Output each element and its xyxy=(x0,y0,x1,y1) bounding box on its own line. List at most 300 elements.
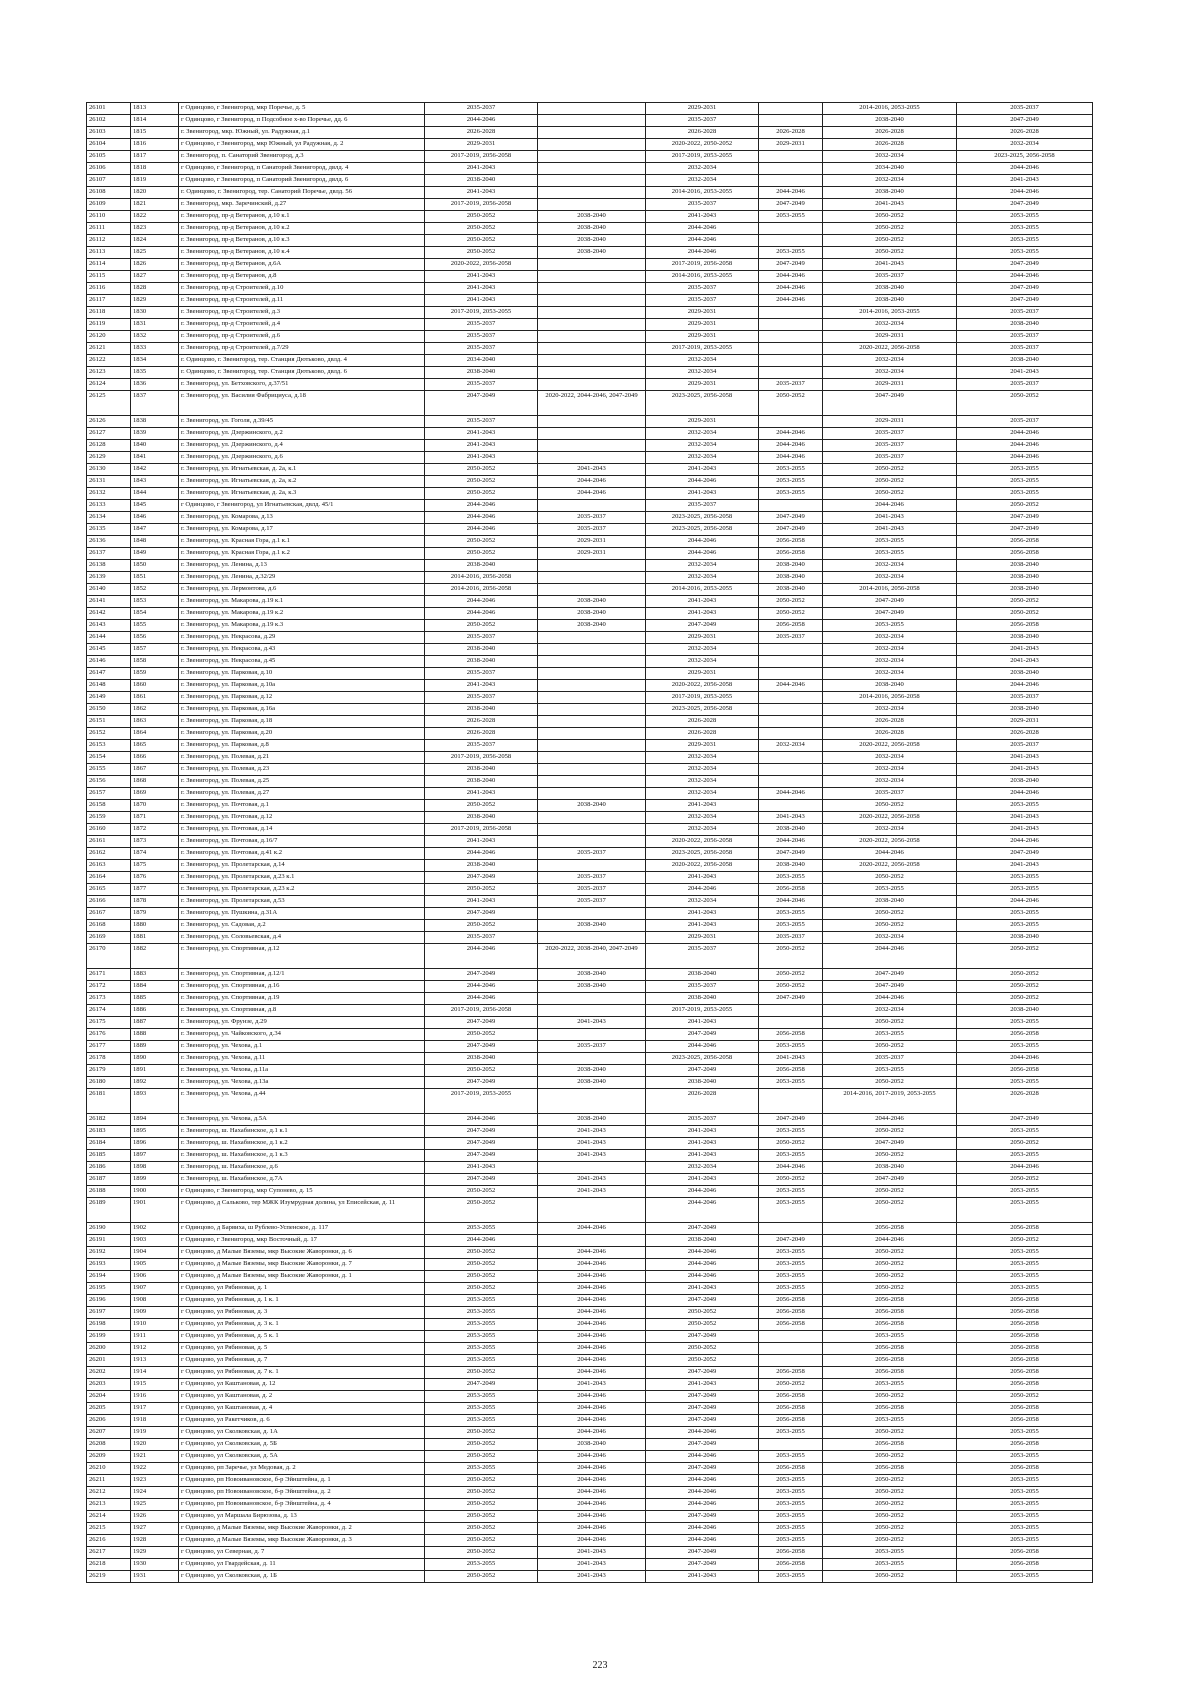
row-number-cell: 26178 xyxy=(87,1053,131,1065)
house-id-cell: 1883 xyxy=(131,969,179,981)
period-4-cell xyxy=(759,115,823,127)
address-cell: г. Звенигород, ул. Пролетарская, д.53 xyxy=(179,896,425,908)
row-number-cell: 26207 xyxy=(87,1427,131,1439)
period-5-cell: 2056-2058 xyxy=(823,1403,957,1415)
table-row xyxy=(87,1126,1093,1138)
house-id-cell: 1830 xyxy=(131,307,179,319)
address-cell: г. Звенигород, ш. Нахабинское, д.1 к.2 xyxy=(179,1138,425,1150)
house-id-cell: 1814 xyxy=(131,115,179,127)
register-sheet xyxy=(86,102,1092,1583)
period-1-cell: 2035-2037 xyxy=(425,740,538,752)
address-cell: г. Звенигород, ул. Полевая, д.27 xyxy=(179,788,425,800)
address-cell: г. Звенигород, ул. Парковая, д.10а xyxy=(179,680,425,692)
period-4-cell: 2056-2058 xyxy=(759,1029,823,1041)
period-5-cell: 2050-2052 xyxy=(823,1041,957,1053)
house-id-cell: 1877 xyxy=(131,884,179,896)
row-number-cell: 26161 xyxy=(87,836,131,848)
period-2-cell xyxy=(538,416,646,428)
period-5-cell: 2038-2040 xyxy=(823,187,957,199)
table-row xyxy=(87,476,1093,488)
period-2-cell xyxy=(538,283,646,295)
address-cell: г Одинцово, д Малые Вяземы, мкр Высокие Жаворонки, д. 1 xyxy=(179,1271,425,1283)
period-3-cell: 2047-2049 xyxy=(646,1463,759,1475)
period-3-cell: 2026-2028 xyxy=(646,1089,759,1114)
period-5-cell: 2029-2031 xyxy=(823,379,957,391)
period-4-cell xyxy=(759,1089,823,1114)
period-5-cell: 2050-2052 xyxy=(823,1186,957,1198)
address-cell: г Одинцово, г Звенигород, п Санаторий Звенигород, двлд. 6 xyxy=(179,175,425,187)
period-3-cell: 2044-2046 xyxy=(646,536,759,548)
house-id-cell: 1903 xyxy=(131,1235,179,1247)
period-6-cell: 2023-2025, 2056-2058 xyxy=(957,151,1093,163)
period-3-cell: 2044-2046 xyxy=(646,1487,759,1499)
period-5-cell: 2056-2058 xyxy=(823,1343,957,1355)
row-number-cell: 26179 xyxy=(87,1065,131,1077)
period-5-cell: 2047-2049 xyxy=(823,391,957,416)
row-number-cell: 26106 xyxy=(87,163,131,175)
period-3-cell: 2041-2043 xyxy=(646,1571,759,1583)
period-1-cell: 2047-2049 xyxy=(425,1017,538,1029)
period-1-cell: 2041-2043 xyxy=(425,1162,538,1174)
house-id-cell: 1907 xyxy=(131,1283,179,1295)
house-id-cell: 1853 xyxy=(131,596,179,608)
register-table xyxy=(86,102,1093,1583)
table-row xyxy=(87,969,1093,981)
period-1-cell: 2034-2040 xyxy=(425,355,538,367)
period-6-cell: 2050-2052 xyxy=(957,1391,1093,1403)
period-4-cell: 2044-2046 xyxy=(759,428,823,440)
address-cell: г. Звенигород, ул. Красная Гора, д.1 к.1 xyxy=(179,536,425,548)
period-4-cell: 2053-2055 xyxy=(759,1451,823,1463)
period-4-cell: 2044-2046 xyxy=(759,680,823,692)
period-3-cell: 2029-2031 xyxy=(646,307,759,319)
address-cell: г. Звенигород, ул. Макарова, д.19 к.3 xyxy=(179,620,425,632)
period-6-cell: 2053-2055 xyxy=(957,1535,1093,1547)
table-row xyxy=(87,1367,1093,1379)
period-3-cell: 2047-2049 xyxy=(646,1223,759,1235)
row-number-cell: 26144 xyxy=(87,632,131,644)
period-5-cell: 2032-2034 xyxy=(823,319,957,331)
period-3-cell: 2038-2040 xyxy=(646,1077,759,1089)
period-5-cell: 2032-2034 xyxy=(823,764,957,776)
house-id-cell: 1866 xyxy=(131,752,179,764)
period-4-cell: 2053-2055 xyxy=(759,920,823,932)
period-1-cell: 2050-2052 xyxy=(425,223,538,235)
house-id-cell: 1840 xyxy=(131,440,179,452)
row-number-cell: 26149 xyxy=(87,692,131,704)
row-number-cell: 26121 xyxy=(87,343,131,355)
table-row xyxy=(87,1017,1093,1029)
period-5-cell: 2020-2022, 2056-2058 xyxy=(823,343,957,355)
period-3-cell: 2023-2025, 2056-2058 xyxy=(646,1053,759,1065)
period-4-cell: 2053-2055 xyxy=(759,1198,823,1223)
period-4-cell: 2044-2046 xyxy=(759,271,823,283)
table-row xyxy=(87,596,1093,608)
period-1-cell: 2050-2052 xyxy=(425,488,538,500)
period-3-cell: 2032-2034 xyxy=(646,896,759,908)
period-3-cell: 2023-2025, 2056-2058 xyxy=(646,524,759,536)
row-number-cell: 26104 xyxy=(87,139,131,151)
period-6-cell: 2038-2040 xyxy=(957,572,1093,584)
period-2-cell: 2044-2046 xyxy=(538,1535,646,1547)
period-2-cell xyxy=(538,632,646,644)
table-row xyxy=(87,1283,1093,1295)
table-row xyxy=(87,1223,1093,1235)
period-5-cell: 2035-2037 xyxy=(823,1053,957,1065)
period-6-cell: 2056-2058 xyxy=(957,1295,1093,1307)
period-2-cell: 2038-2040 xyxy=(538,1065,646,1077)
period-6-cell: 2047-2049 xyxy=(957,524,1093,536)
table-row xyxy=(87,656,1093,668)
table-row xyxy=(87,1343,1093,1355)
address-cell: г Одинцово, д Барвиха, ш Рублево-Успенское, д. 117 xyxy=(179,1223,425,1235)
period-6-cell: 2056-2058 xyxy=(957,1319,1093,1331)
period-3-cell: 2050-2052 xyxy=(646,1307,759,1319)
period-1-cell: 2047-2049 xyxy=(425,391,538,416)
period-4-cell: 2044-2046 xyxy=(759,295,823,307)
row-number-cell: 26206 xyxy=(87,1415,131,1427)
house-id-cell: 1916 xyxy=(131,1391,179,1403)
period-3-cell: 2047-2049 xyxy=(646,1559,759,1571)
house-id-cell: 1928 xyxy=(131,1535,179,1547)
address-cell: г Одинцово, д Малые Вяземы, мкр Высокие Жаворонки, д. 6 xyxy=(179,1247,425,1259)
period-6-cell: 2026-2028 xyxy=(957,728,1093,740)
period-5-cell: 2035-2037 xyxy=(823,788,957,800)
period-1-cell: 2044-2046 xyxy=(425,1114,538,1126)
period-2-cell xyxy=(538,1162,646,1174)
house-id-cell: 1882 xyxy=(131,944,179,969)
address-cell: г. Звенигород, ш. Нахабинское, д.1 к.3 xyxy=(179,1150,425,1162)
row-number-cell: 26155 xyxy=(87,764,131,776)
period-5-cell: 2047-2049 xyxy=(823,981,957,993)
period-3-cell: 2050-2052 xyxy=(646,1319,759,1331)
house-id-cell: 1818 xyxy=(131,163,179,175)
period-2-cell: 2044-2046 xyxy=(538,1223,646,1235)
period-3-cell: 2032-2034 xyxy=(646,812,759,824)
table-row xyxy=(87,1451,1093,1463)
period-6-cell: 2050-2052 xyxy=(957,608,1093,620)
address-cell: г Одинцово, ул Рябиновая, д. 5 к. 1 xyxy=(179,1331,425,1343)
row-number-cell: 26217 xyxy=(87,1547,131,1559)
house-id-cell: 1870 xyxy=(131,800,179,812)
period-2-cell xyxy=(538,812,646,824)
period-6-cell: 2056-2058 xyxy=(957,1367,1093,1379)
address-cell: г. Звенигород, пр-д Ветеранов, д.10 к.3 xyxy=(179,235,425,247)
period-5-cell: 2034-2040 xyxy=(823,163,957,175)
period-6-cell: 2035-2037 xyxy=(957,331,1093,343)
table-row xyxy=(87,1487,1093,1499)
period-4-cell: 2056-2058 xyxy=(759,1307,823,1319)
period-3-cell: 2044-2046 xyxy=(646,1186,759,1198)
period-3-cell: 2032-2034 xyxy=(646,452,759,464)
house-id-cell: 1864 xyxy=(131,728,179,740)
period-1-cell: 2053-2055 xyxy=(425,1331,538,1343)
period-3-cell: 2044-2046 xyxy=(646,1247,759,1259)
period-1-cell: 2041-2043 xyxy=(425,896,538,908)
house-id-cell: 1927 xyxy=(131,1523,179,1535)
address-cell: г. Звенигород, ул. Чехова, д.11а xyxy=(179,1065,425,1077)
period-2-cell xyxy=(538,187,646,199)
address-cell: г Одинцово, ул Рябиновая, д. 3 xyxy=(179,1307,425,1319)
table-row xyxy=(87,632,1093,644)
period-2-cell: 2029-2031 xyxy=(538,548,646,560)
house-id-cell: 1865 xyxy=(131,740,179,752)
period-1-cell: 2050-2052 xyxy=(425,620,538,632)
row-number-cell: 26102 xyxy=(87,115,131,127)
table-row xyxy=(87,367,1093,379)
period-4-cell xyxy=(759,367,823,379)
period-3-cell: 2020-2022, 2050-2052 xyxy=(646,139,759,151)
house-id-cell: 1910 xyxy=(131,1319,179,1331)
address-cell: г Одинцово, ул Каштановая, д. 2 xyxy=(179,1391,425,1403)
period-2-cell: 2041-2043 xyxy=(538,1138,646,1150)
period-4-cell: 2038-2040 xyxy=(759,584,823,596)
period-2-cell: 2038-2040 xyxy=(538,981,646,993)
address-cell: г. Звенигород, ул. Чехова, д.13а xyxy=(179,1077,425,1089)
period-1-cell: 2044-2046 xyxy=(425,524,538,536)
period-5-cell: 2032-2034 xyxy=(823,704,957,716)
period-6-cell: 2053-2055 xyxy=(957,1571,1093,1583)
period-1-cell: 2053-2055 xyxy=(425,1319,538,1331)
period-3-cell: 2032-2034 xyxy=(646,440,759,452)
period-3-cell: 2041-2043 xyxy=(646,1379,759,1391)
period-2-cell: 2029-2031 xyxy=(538,536,646,548)
row-number-cell: 26169 xyxy=(87,932,131,944)
period-3-cell: 2041-2043 xyxy=(646,872,759,884)
house-id-cell: 1823 xyxy=(131,223,179,235)
period-6-cell: 2053-2055 xyxy=(957,1247,1093,1259)
period-6-cell: 2053-2055 xyxy=(957,1271,1093,1283)
house-id-cell: 1829 xyxy=(131,295,179,307)
period-5-cell: 2047-2049 xyxy=(823,608,957,620)
period-5-cell: 2014-2016, 2056-2058 xyxy=(823,584,957,596)
period-5-cell: 2032-2034 xyxy=(823,632,957,644)
period-1-cell: 2047-2049 xyxy=(425,908,538,920)
period-5-cell: 2032-2034 xyxy=(823,776,957,788)
period-2-cell xyxy=(538,1198,646,1223)
house-id-cell: 1915 xyxy=(131,1379,179,1391)
period-6-cell: 2038-2040 xyxy=(957,319,1093,331)
period-6-cell: 2053-2055 xyxy=(957,920,1093,932)
house-id-cell: 1919 xyxy=(131,1427,179,1439)
period-2-cell: 2044-2046 xyxy=(538,476,646,488)
period-3-cell: 2035-2037 xyxy=(646,500,759,512)
period-3-cell: 2026-2028 xyxy=(646,127,759,139)
period-1-cell: 2053-2055 xyxy=(425,1295,538,1307)
period-6-cell: 2044-2046 xyxy=(957,428,1093,440)
address-cell: г Одинцово, ул Сколковская, д. 1Б xyxy=(179,1571,425,1583)
period-3-cell: 2041-2043 xyxy=(646,596,759,608)
address-cell: г Одинцово, ул Сколковская, д. 5А xyxy=(179,1451,425,1463)
period-5-cell: 2050-2052 xyxy=(823,872,957,884)
period-2-cell: 2038-2040 xyxy=(538,211,646,223)
table-row xyxy=(87,1005,1093,1017)
table-row xyxy=(87,1259,1093,1271)
period-4-cell: 2035-2037 xyxy=(759,932,823,944)
address-cell: г. Звенигород, ул. Макарова, д.19 к.1 xyxy=(179,596,425,608)
period-1-cell: 2050-2052 xyxy=(425,1523,538,1535)
period-6-cell: 2047-2049 xyxy=(957,848,1093,860)
period-3-cell: 2029-2031 xyxy=(646,932,759,944)
period-4-cell: 2053-2055 xyxy=(759,1077,823,1089)
period-1-cell: 2050-2052 xyxy=(425,1259,538,1271)
table-row xyxy=(87,764,1093,776)
period-2-cell: 2044-2046 xyxy=(538,1475,646,1487)
period-5-cell: 2050-2052 xyxy=(823,476,957,488)
address-cell: г. Звенигород, ул. Пушкина, д.31А xyxy=(179,908,425,920)
house-id-cell: 1874 xyxy=(131,848,179,860)
table-row xyxy=(87,981,1093,993)
period-1-cell: 2047-2049 xyxy=(425,1077,538,1089)
period-6-cell: 2053-2055 xyxy=(957,1487,1093,1499)
row-number-cell: 26138 xyxy=(87,560,131,572)
house-id-cell: 1872 xyxy=(131,824,179,836)
period-6-cell: 2053-2055 xyxy=(957,1077,1093,1089)
period-3-cell: 2047-2049 xyxy=(646,1415,759,1427)
period-2-cell: 2044-2046 xyxy=(538,1403,646,1415)
row-number-cell: 26170 xyxy=(87,944,131,969)
period-3-cell: 2038-2040 xyxy=(646,993,759,1005)
house-id-cell: 1879 xyxy=(131,908,179,920)
address-cell: г. Звенигород, ул. Соловьевская, д.4 xyxy=(179,932,425,944)
period-6-cell: 2041-2043 xyxy=(957,860,1093,872)
row-number-cell: 26164 xyxy=(87,872,131,884)
table-row xyxy=(87,560,1093,572)
period-1-cell: 2053-2055 xyxy=(425,1355,538,1367)
house-id-cell: 1920 xyxy=(131,1439,179,1451)
period-6-cell: 2053-2055 xyxy=(957,1198,1093,1223)
period-3-cell: 2041-2043 xyxy=(646,920,759,932)
period-1-cell: 2017-2019, 2056-2058 xyxy=(425,752,538,764)
period-5-cell: 2050-2052 xyxy=(823,800,957,812)
period-4-cell: 2053-2055 xyxy=(759,1487,823,1499)
period-1-cell: 2050-2052 xyxy=(425,1271,538,1283)
period-4-cell xyxy=(759,103,823,115)
address-cell: г. Одинцово, г. Звенигород, тер. Станция Дютьково, двлд. 6 xyxy=(179,367,425,379)
period-4-cell: 2053-2055 xyxy=(759,1271,823,1283)
address-cell: г Одинцово, рп Новоивановское, б-р Эйнштейна, д. 4 xyxy=(179,1499,425,1511)
address-cell: г Одинцово, рп Заречье, ул Медовая, д. 2 xyxy=(179,1463,425,1475)
table-row xyxy=(87,175,1093,187)
row-number-cell: 26126 xyxy=(87,416,131,428)
period-6-cell: 2047-2049 xyxy=(957,1114,1093,1126)
period-4-cell: 2047-2049 xyxy=(759,524,823,536)
period-2-cell xyxy=(538,331,646,343)
address-cell: г. Звенигород, ул. Полевая, д.25 xyxy=(179,776,425,788)
row-number-cell: 26157 xyxy=(87,788,131,800)
address-cell: г Одинцово, ул Сколковская, д. 5Б xyxy=(179,1439,425,1451)
house-id-cell: 1850 xyxy=(131,560,179,572)
house-id-cell: 1873 xyxy=(131,836,179,848)
period-1-cell: 2047-2049 xyxy=(425,969,538,981)
period-4-cell: 2041-2043 xyxy=(759,1053,823,1065)
period-4-cell xyxy=(759,319,823,331)
house-id-cell: 1828 xyxy=(131,283,179,295)
address-cell: г. Звенигород, ул. Чехова, д.1 xyxy=(179,1041,425,1053)
period-6-cell: 2041-2043 xyxy=(957,656,1093,668)
period-4-cell xyxy=(759,764,823,776)
period-6-cell: 2038-2040 xyxy=(957,776,1093,788)
period-6-cell: 2038-2040 xyxy=(957,668,1093,680)
period-4-cell xyxy=(759,668,823,680)
table-row xyxy=(87,223,1093,235)
period-5-cell: 2053-2055 xyxy=(823,620,957,632)
table-row xyxy=(87,1427,1093,1439)
period-6-cell: 2050-2052 xyxy=(957,1235,1093,1247)
period-3-cell: 2029-2031 xyxy=(646,632,759,644)
period-4-cell: 2047-2049 xyxy=(759,199,823,211)
address-cell: г Одинцово, д Малые Вяземы, мкр Высокие Жаворонки, д. 2 xyxy=(179,1523,425,1535)
period-5-cell: 2050-2052 xyxy=(823,1126,957,1138)
house-id-cell: 1841 xyxy=(131,452,179,464)
period-4-cell: 2047-2049 xyxy=(759,1114,823,1126)
row-number-cell: 26143 xyxy=(87,620,131,632)
row-number-cell: 26156 xyxy=(87,776,131,788)
address-cell: г. Звенигород, ул. Парковая, д.20 xyxy=(179,728,425,740)
period-3-cell: 2044-2046 xyxy=(646,223,759,235)
period-4-cell: 2047-2049 xyxy=(759,848,823,860)
period-2-cell xyxy=(538,680,646,692)
period-2-cell: 2041-2043 xyxy=(538,1547,646,1559)
row-number-cell: 26152 xyxy=(87,728,131,740)
row-number-cell: 26216 xyxy=(87,1535,131,1547)
period-2-cell xyxy=(538,764,646,776)
period-5-cell: 2032-2034 xyxy=(823,752,957,764)
period-4-cell xyxy=(759,1223,823,1235)
period-2-cell: 2035-2037 xyxy=(538,512,646,524)
period-1-cell: 2041-2043 xyxy=(425,163,538,175)
row-number-cell: 26141 xyxy=(87,596,131,608)
table-row xyxy=(87,776,1093,788)
house-id-cell: 1855 xyxy=(131,620,179,632)
table-row xyxy=(87,1235,1093,1247)
period-5-cell: 2038-2040 xyxy=(823,1162,957,1174)
period-1-cell: 2053-2055 xyxy=(425,1415,538,1427)
period-6-cell: 2053-2055 xyxy=(957,1499,1093,1511)
period-5-cell: 2014-2016, 2053-2055 xyxy=(823,307,957,319)
house-id-cell: 1902 xyxy=(131,1223,179,1235)
address-cell: г. Звенигород, ул. Спортивная, д.12 xyxy=(179,944,425,969)
period-1-cell: 2038-2040 xyxy=(425,812,538,824)
address-cell: г. Звенигород, ул. Почтовая, д.1 xyxy=(179,800,425,812)
house-id-cell: 1926 xyxy=(131,1511,179,1523)
period-4-cell: 2056-2058 xyxy=(759,1295,823,1307)
house-id-cell: 1894 xyxy=(131,1114,179,1126)
period-5-cell: 2038-2040 xyxy=(823,295,957,307)
period-6-cell: 2044-2046 xyxy=(957,680,1093,692)
period-5-cell: 2053-2055 xyxy=(823,1331,957,1343)
period-1-cell: 2038-2040 xyxy=(425,656,538,668)
period-3-cell: 2044-2046 xyxy=(646,476,759,488)
address-cell: г. Звенигород, ул. Пролетарская, д.23 к.1 xyxy=(179,872,425,884)
period-1-cell: 2047-2049 xyxy=(425,1126,538,1138)
period-1-cell: 2041-2043 xyxy=(425,283,538,295)
table-row xyxy=(87,1295,1093,1307)
period-3-cell: 2050-2052 xyxy=(646,1355,759,1367)
period-3-cell: 2032-2034 xyxy=(646,367,759,379)
house-id-cell: 1889 xyxy=(131,1041,179,1053)
row-number-cell: 26158 xyxy=(87,800,131,812)
period-6-cell: 2029-2031 xyxy=(957,716,1093,728)
period-3-cell: 2032-2034 xyxy=(646,175,759,187)
house-id-cell: 1929 xyxy=(131,1547,179,1559)
period-6-cell: 2053-2055 xyxy=(957,1475,1093,1487)
period-6-cell: 2026-2028 xyxy=(957,1089,1093,1114)
period-5-cell: 2020-2022, 2056-2058 xyxy=(823,836,957,848)
period-5-cell: 2050-2052 xyxy=(823,211,957,223)
period-4-cell: 2053-2055 xyxy=(759,1041,823,1053)
period-3-cell: 2035-2037 xyxy=(646,1114,759,1126)
